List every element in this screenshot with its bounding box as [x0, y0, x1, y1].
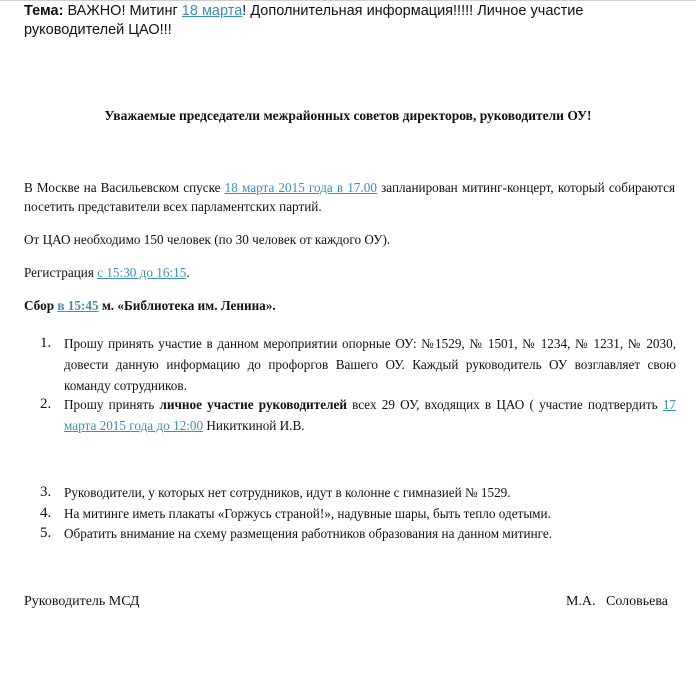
registration-period: .: [186, 265, 190, 280]
signature-title: Руководитель МСД: [24, 594, 140, 609]
registration-time-link[interactable]: с 15:30 до 16:15: [97, 265, 187, 280]
list-number: 4.: [40, 505, 52, 521]
signature-name: М.А. Соловьева: [565, 594, 668, 609]
list-item: [40, 503, 676, 524]
list-text-middle: всех 29 ОУ, входящих в ЦАО ( участие подтвердить: [346, 397, 663, 412]
headcount-paragraph: От ЦАО необходимо 150 человек (по 30 человек от каждого ОУ).: [24, 232, 391, 247]
intro-paragraph: [24, 178, 675, 216]
list-number: 2.: [40, 396, 52, 412]
subject-text-rest: ! Дополнительная информация!!!!! Личное участие руководителей ЦАО!!!: [24, 3, 584, 38]
gathering-place: м. «Библиотека им. Ленина».: [98, 298, 276, 313]
subject-text: ВАЖНО! Митинг: [63, 3, 182, 19]
email-subject: [24, 2, 684, 40]
intro-text: В Москве на Васильевском спуске: [24, 180, 225, 195]
list-text: [64, 394, 676, 436]
list-number: 3.: [40, 484, 52, 500]
registration-label: Регистрация: [24, 265, 98, 280]
list-number: 1.: [40, 335, 52, 351]
header-divider: [0, 0, 696, 1]
event-date-link[interactable]: 18 марта 2015 года в 17.00: [224, 180, 377, 195]
gathering-paragraph: [24, 298, 276, 314]
subject-date-link[interactable]: 18 марта: [181, 3, 243, 19]
list-text: На митинге иметь плакаты «Горжусь страной!», надувные шары, быть тепло одетыми.: [64, 506, 551, 521]
list-text-end: Никиткиной И.В.: [203, 418, 305, 433]
list-text-start: Прошу принять: [64, 397, 160, 412]
list-text-bold: личное участие руководителей: [159, 397, 347, 412]
list-text: Обратить внимание на схему размещения работников образования на данном митинге.: [64, 526, 553, 541]
list-text: Руководители, у которых нет сотрудников, идут в колонне с гимназией № 1529.: [64, 485, 511, 500]
intro-text-rest: запланирован митинг-концерт, который собираются посетить представители всех парламентских партий.: [24, 180, 676, 214]
registration-paragraph: [24, 265, 190, 281]
list-text: Прошу принять участие в данном мероприятии опорные ОУ: №1529, № 1501, № 1234, № 1231, № 2030, довести данную информацию до профоргов Вашего ОУ. Каждый руководитель ОУ возглавляет свою команду сотрудников.: [64, 336, 676, 393]
gathering-time-link[interactable]: в 15:45: [57, 298, 99, 313]
list-item: [40, 333, 676, 396]
gathering-label: Сбор: [24, 298, 58, 313]
list-item: [40, 482, 676, 503]
list-item: [40, 394, 676, 436]
greeting-heading: Уважаемые председатели межрайонных советов директоров, руководители ОУ!: [104, 108, 592, 123]
confirm-deadline-link[interactable]: 17 марта 2015 года до 12:00: [64, 397, 676, 433]
list-number: 5.: [40, 525, 52, 541]
list-item: [40, 523, 676, 544]
subject-label: Тема:: [24, 3, 64, 19]
